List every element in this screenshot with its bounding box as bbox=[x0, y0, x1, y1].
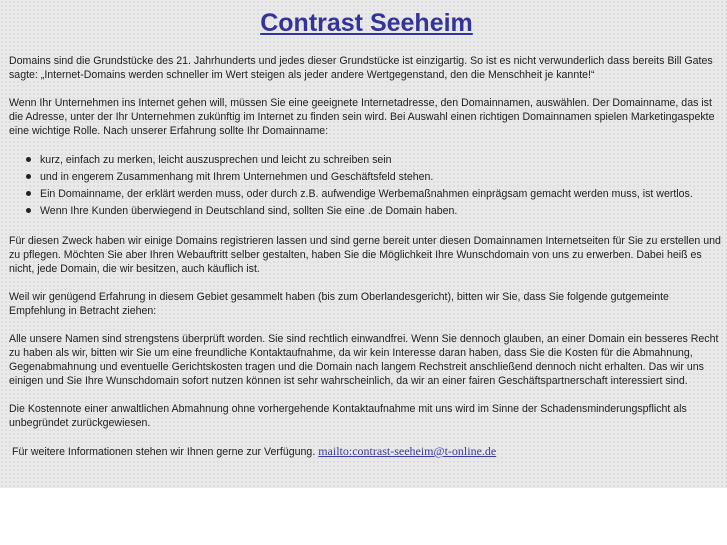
email-link[interactable]: mailto:contrast-seeheim@t-online.de bbox=[318, 444, 497, 458]
list-item-text: Ein Domainname, der erklärt werden muss, oder durch z.B. aufwendige Werbemaßnahmen einprägsam gemacht werden muss, ist wertlos. bbox=[40, 188, 693, 200]
bullet-icon bbox=[26, 208, 31, 213]
contact-text: Für weitere Informationen stehen wir Ihnen gerne zur Verfügung. bbox=[12, 446, 319, 458]
bullet-icon bbox=[26, 174, 31, 179]
list-item-text: kurz, einfach zu merken, leicht auszusprechen und leicht zu schreiben sein bbox=[40, 154, 392, 166]
list-item-text: Wenn Ihre Kunden überwiegend in Deutschland sind, sollten Sie eine .de Domain haben. bbox=[40, 205, 458, 217]
list-item bbox=[40, 152, 723, 169]
main-content bbox=[9, 54, 723, 473]
bullet-icon bbox=[26, 157, 31, 162]
purpose-paragraph: Für diesen Zweck haben wir einige Domains registrieren lassen und sind gerne bereit unter diesen Domainnamen Internetseiten für Sie zu erstellen und zu pflegen. Möchten Sie aber Ihren Webauftritt selber gestalten, haben Sie die Möglichkeit Ihre Wunschdomain von uns zu erwerben. Dabei heiß es nicht, jede Domain, die wir besitzen, auch käuflich ist. bbox=[9, 235, 721, 275]
choose-domain-paragraph: Wenn Ihr Unternehmen ins Internet gehen will, müssen Sie eine geeignete Internetadresse, den Domainnamen, auswählen. Der Domainname, das ist die Adresse, unter der Ihr Unternehmen zukünftig im Internet zu finden sein wird. Bei Auswahl einen richtigen Domainnamen spielen Marketingaspekte eine wichtige Rolle. Nach unserer Erfahrung sollte Ihr Domainname: bbox=[9, 97, 715, 137]
criteria-list bbox=[9, 152, 723, 220]
page-title[interactable]: Contrast Seeheim bbox=[260, 9, 473, 37]
intro-paragraph: Domains sind die Grundstücke des 21. Jahrhunderts und jedes dieser Grundstücke ist einzigartig. So ist es nicht verwunderlich dass bereits Bill Gates sagte: „Internet-Domains werden schneller im Wert steigen als jeder andere Wertgegenstand, den die Menschheit je kannte!“ bbox=[9, 55, 713, 81]
list-item bbox=[40, 169, 723, 186]
contact-paragraph bbox=[9, 444, 723, 459]
bullet-icon bbox=[26, 191, 31, 196]
experience-paragraph: Weil wir genügend Erfahrung in diesem Gebiet gesammelt haben (bis zum Oberlandesgericht), bitten wir Sie, dass Sie folgende gutgemeinte Empfehlung in Betracht ziehen: bbox=[9, 291, 669, 317]
list-item-text: und in engerem Zusammenhang mit Ihrem Unternehmen und Geschäftsfeld stehen. bbox=[40, 171, 434, 183]
list-item bbox=[40, 203, 723, 220]
costs-paragraph: Die Kostennote einer anwaltlichen Abmahnung ohne vorhergehende Kontaktaufnahme mit uns wird im Sinne der Schadensminderungspflicht als unbegründet zurückgewiesen. bbox=[9, 403, 687, 429]
list-item bbox=[40, 186, 723, 203]
names-paragraph: Alle unsere Namen sind strengstens überprüft worden. Sie sind rechtlich einwandfrei. Wenn Sie dennoch glauben, an einer Domain ein besseres Recht zu haben als wir, bitten wir Sie um eine freundliche Kontaktaufnahme, da wir kein Interesse daran haben, dass Sie die Kosten für die Abmahnung, Gegenabmahnung und eventuelle Gerichtskosten tragen und die Domain nach langem Rechstreit anschließend dennoch nicht erhalten. Das wir uns einigen und Sie Ihre Wunschdomain sofort nutzen können ist sehr wahrscheinlich, da wir an einer fairen Geschäftspartnerschaft interessiert sind. bbox=[9, 333, 719, 387]
